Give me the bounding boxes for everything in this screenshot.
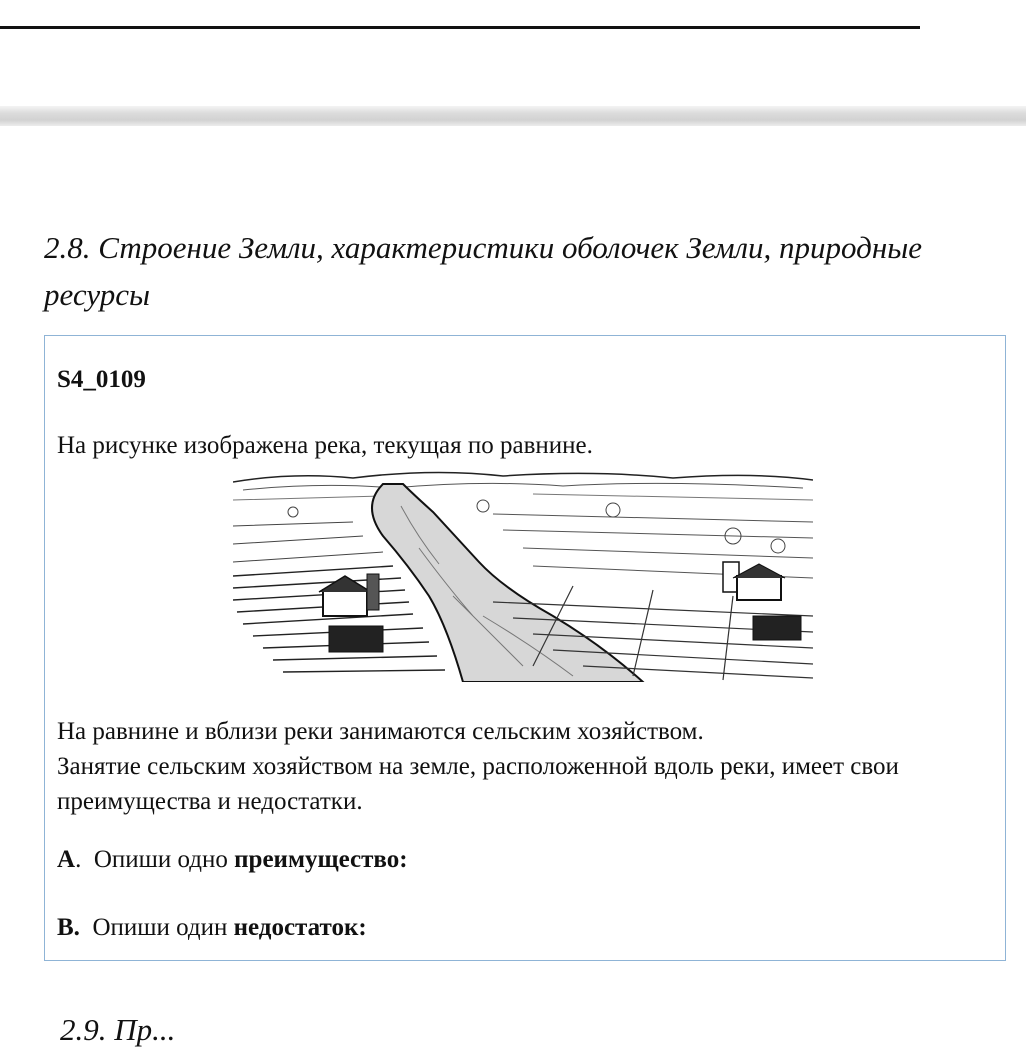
section-heading: 2.8. Строение Земли, характеристики оболочек Земли, природные ресурсы <box>44 230 922 312</box>
question-a <box>57 846 408 874</box>
page-separator-band <box>0 106 1026 126</box>
question-a-keyword: преимущество: <box>234 846 408 873</box>
question-b-text: Опиши один <box>92 914 228 941</box>
question-b <box>57 914 367 942</box>
next-section-heading: 2.9. Пр... <box>60 1012 176 1047</box>
top-horizontal-rule <box>0 26 920 29</box>
question-a-sep: . <box>75 846 82 873</box>
task-id: S4_0109 <box>57 366 146 393</box>
body-line-1: На равнине и вблизи реки занимаются сельским хозяйством. <box>57 718 704 745</box>
question-a-letter: А <box>57 846 76 873</box>
task-box <box>44 335 1006 961</box>
task-intro: На рисунке изображена река, текущая по равнине. <box>57 432 593 459</box>
question-b-letter: В. <box>57 914 80 941</box>
body-line-2: Занятие сельским хозяйством на земле, расположенной вдоль реки, имеет свои преимущества и недостатки. <box>57 753 899 815</box>
question-a-text: Опиши одно <box>93 846 228 873</box>
question-b-keyword: недостаток: <box>233 914 367 941</box>
task-body <box>57 714 987 819</box>
river-plain-illustration <box>233 466 813 682</box>
